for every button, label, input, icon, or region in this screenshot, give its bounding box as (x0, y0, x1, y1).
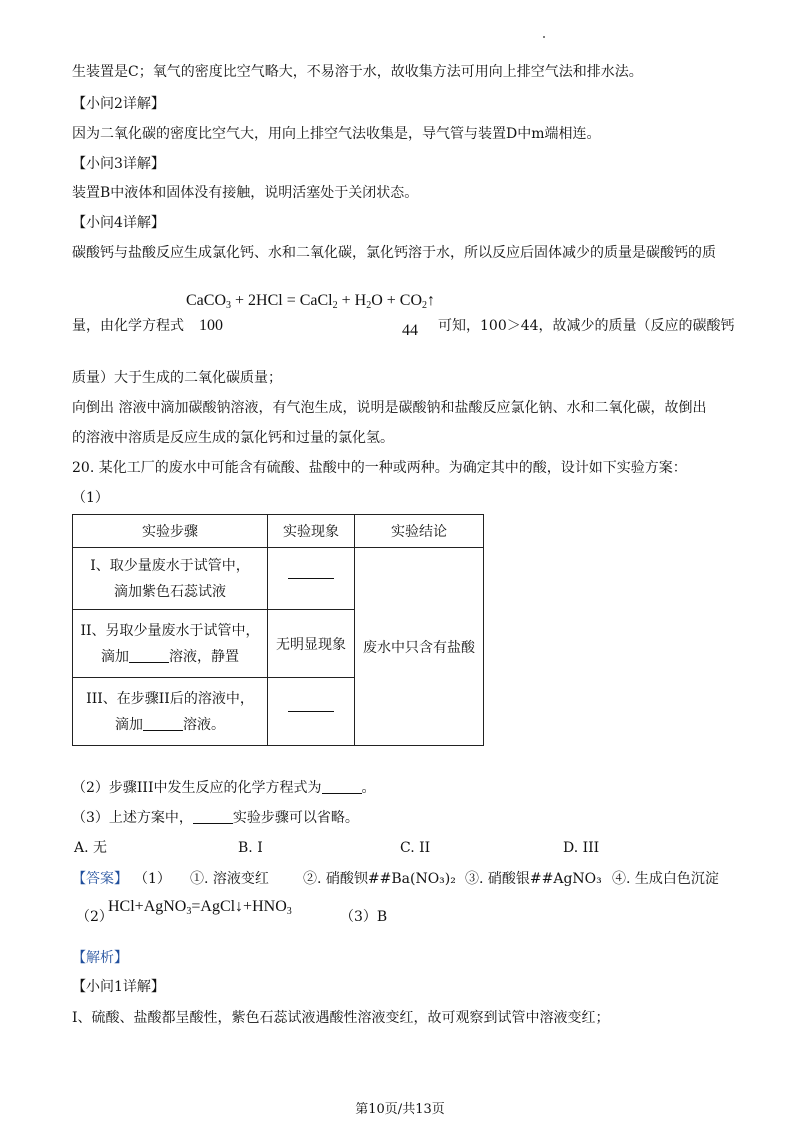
text-line: 生装置是C；氧气的密度比空气略大，不易溶于水，故收集方法可用向上排空气法和排水法。 (72, 64, 643, 80)
question-20: 20. 某化工厂的废水中可能含有硫酸、盐酸中的一种或两种。为确定其中的酸，设计如下实验方案： (72, 460, 687, 476)
text-line: 碳酸钙与盐酸反应生成氯化钙、水和二氧化碳，氯化钙溶于水，所以反应后固体减少的质量是碳酸钙的质 (72, 245, 716, 261)
answer-item: ③. 硝酸银##AgNO₃ (465, 871, 602, 887)
text-line: 向倒出 溶液中滴加碳酸钠溶液，有气泡生成，说明是碳酸钠和盐酸反应氯化钠、水和二氧化碳，故倒出 (72, 400, 707, 416)
answer-item: ④. 生成白色沉淀 (612, 871, 719, 887)
chemical-equation: CaCO$_3$ + 2HCl = CaCl$_2$ + $H_2O$ + $CO_2↑$ (186, 292, 435, 311)
cell-text: 滴加紫色石蕊试液 (114, 583, 226, 600)
answer-item: ①. 溶液变红 (190, 871, 269, 887)
table-cell (73, 678, 268, 746)
text-line: 的溶液中溶质是反应生成的氯化钙和过量的氯化氢。 (72, 430, 394, 446)
scan-dot (543, 36, 545, 38)
cell-text: II、另取少量废水于试管中， (80, 622, 260, 639)
answer-item: ②. 硝酸钡##Ba(NO₃)₂ (303, 871, 456, 887)
mass-caco3: 100 (199, 317, 223, 334)
answer-label: 【答案】 (72, 871, 128, 887)
answer-blank (322, 779, 362, 794)
table-header: 实验结论 (355, 515, 484, 548)
option-b: B. I (238, 840, 263, 856)
question-part-3: （3）上述方案中， 实验步骤可以省略。 (72, 810, 359, 826)
answer-blank (288, 711, 334, 712)
option-c: C. II (400, 840, 431, 856)
answer-blank (143, 716, 183, 731)
conclusion-cell: 废水中只含有盐酸 (355, 548, 484, 746)
cell-text: I、取少量废水于试管中， (90, 557, 250, 574)
answer-blank (288, 578, 334, 579)
table-cell (73, 548, 268, 610)
text-line: 质量）大于生成的二氧化碳质量； (72, 370, 282, 386)
answer-blank (129, 648, 169, 663)
text-line: 可知，100＞44，故减少的质量（反应的碳酸钙 (438, 318, 735, 334)
page-footer: 第10页/共13页 (355, 1102, 445, 1117)
question-part-2: （2）步骤III中发生反应的化学方程式为 。 (72, 780, 376, 796)
experiment-table (72, 514, 484, 746)
answer-part-3: （3）B (340, 909, 388, 925)
table-cell (268, 548, 355, 610)
section-heading: 【小问1详解】 (72, 979, 165, 995)
option-d: D. III (563, 840, 600, 856)
text-line: 量，由化学方程式 (72, 318, 184, 334)
option-a: A. 无 (74, 840, 108, 856)
text-line: 因为二氧化碳的密度比空气大，用向上排空气法收集是，导气管与装置D中m端相连。 (72, 126, 601, 142)
table-header: 实验步骤 (73, 515, 268, 548)
table-header: 实验现象 (268, 515, 355, 548)
cell-text: 滴加 溶液。 (115, 716, 225, 733)
section-heading: 【小问3详解】 (72, 156, 165, 172)
table-cell (73, 610, 268, 678)
text-line: I、硫酸、盐酸都呈酸性，紫色石蕊试液遇酸性溶液变红，故可观察到试管中溶液变红； (72, 1010, 610, 1026)
cell-text: III、在步骤II后的溶液中， (86, 690, 254, 707)
cell-text: 滴加 溶液，静置 (101, 648, 239, 665)
question-part-1: （1） (72, 490, 109, 506)
analysis-label: 【解析】 (72, 950, 128, 966)
section-heading: 【小问4详解】 (72, 215, 165, 231)
table-cell (268, 678, 355, 746)
section-heading: 【小问2详解】 (72, 96, 165, 112)
mass-co2: 44 (402, 322, 418, 339)
answer-part-1: （1） (134, 871, 171, 887)
answer-blank (193, 809, 233, 824)
text-line: 装置B中液体和固体没有接触，说明活塞处于关闭状态。 (72, 185, 419, 201)
answer-equation: $HCl+AgNO_3=AgCl↓+HNO_3$ (108, 898, 292, 917)
answer-part-2: （2） (76, 909, 113, 925)
table-cell: 无明显现象 (268, 610, 355, 678)
